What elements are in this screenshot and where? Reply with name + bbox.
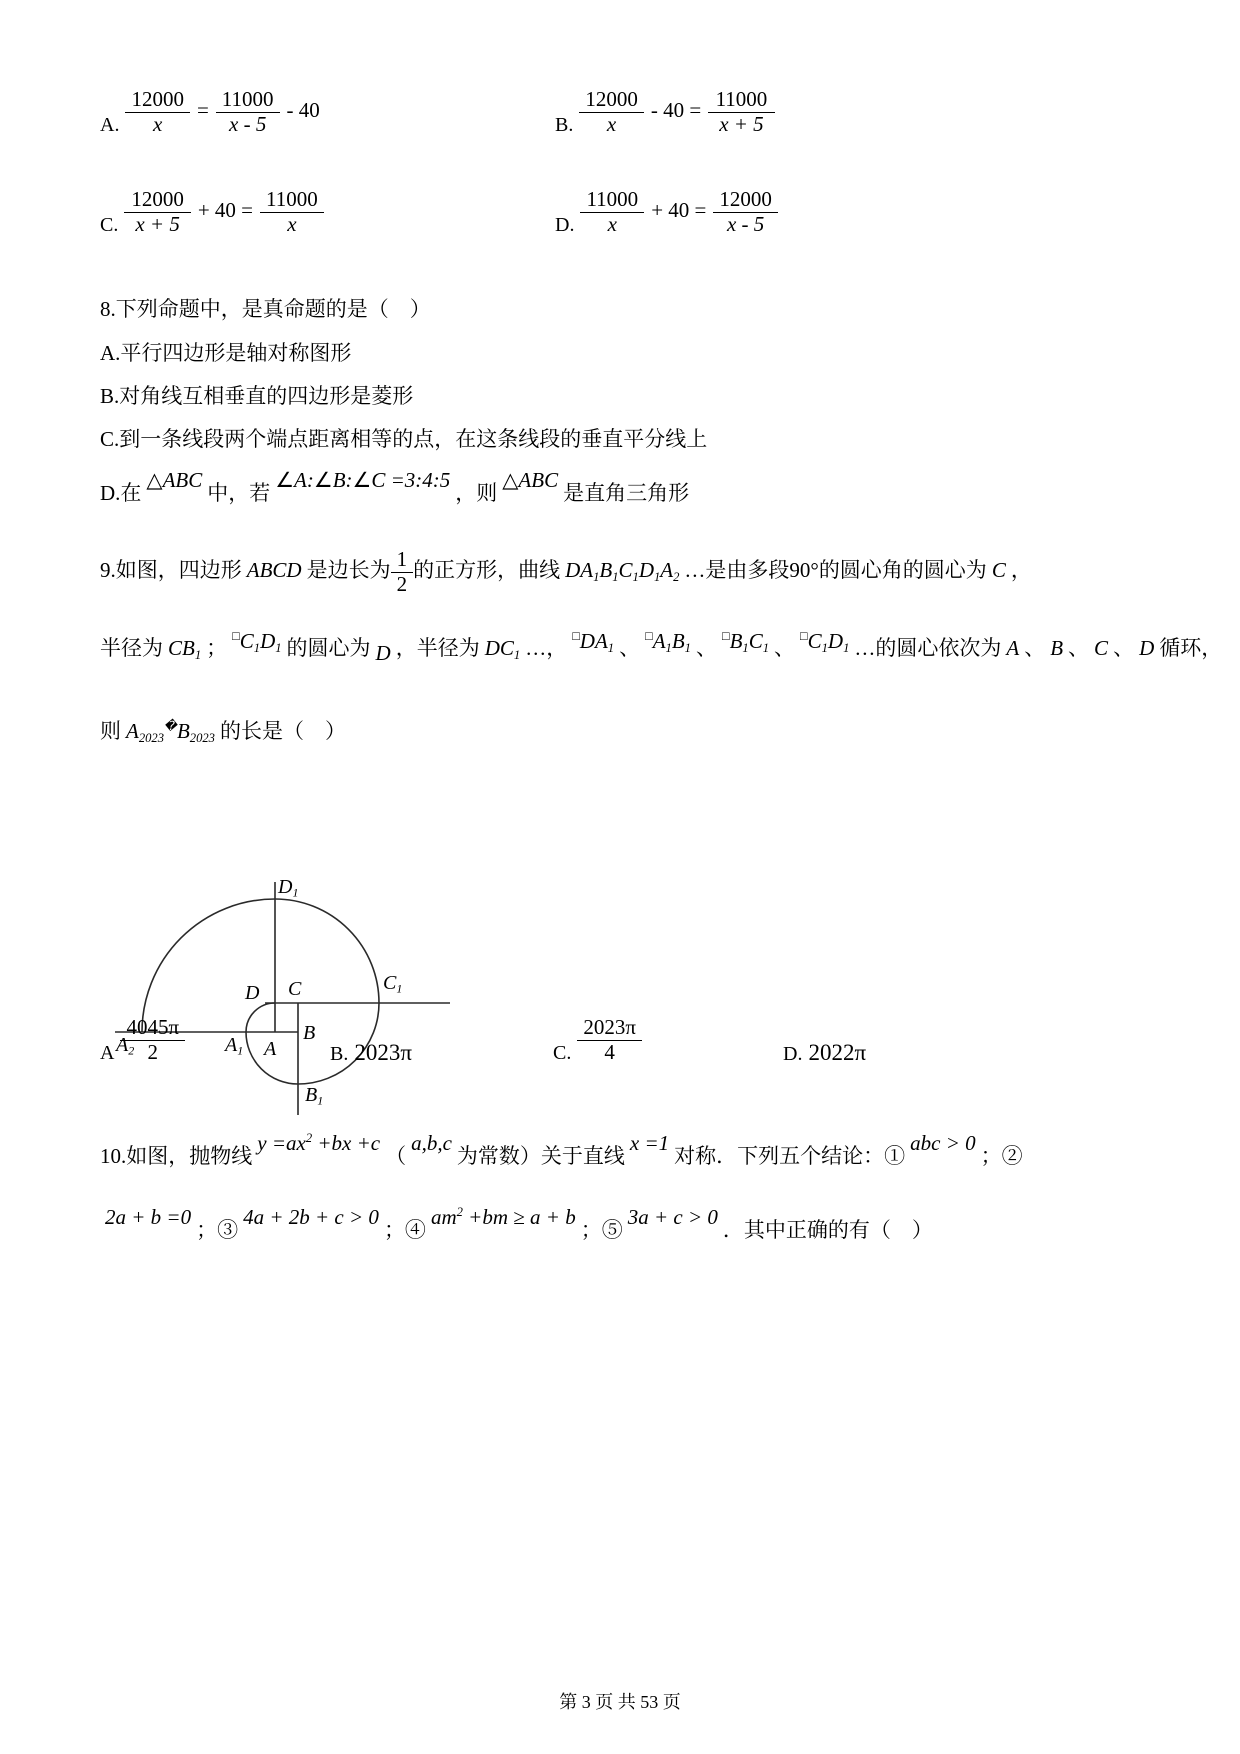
- fraction-denominator: x: [287, 211, 297, 236]
- fraction-denominator: x + 5: [135, 211, 180, 236]
- text-run: 半径为: [100, 636, 163, 660]
- text-run: 的正方形，曲线: [413, 557, 561, 582]
- math-dc1: $DC_1$: [484, 636, 521, 662]
- math-b: B: [1050, 636, 1064, 660]
- math-d: D: [375, 641, 391, 665]
- text-run: 、: [695, 636, 717, 660]
- equation-tail: - 40: [286, 97, 320, 122]
- q8-option-d: [100, 468, 690, 508]
- q7-option-d: [555, 188, 792, 236]
- option-label: A.: [100, 113, 120, 136]
- fraction-numerator: 12000: [125, 88, 190, 113]
- figure-label-a: A: [264, 1038, 277, 1060]
- option-label: B.: [555, 113, 574, 136]
- q7-option-a: [100, 88, 327, 136]
- fraction: [124, 188, 191, 236]
- text-run: ，: [1010, 557, 1032, 582]
- option-label: C.: [100, 213, 119, 236]
- text-run: 、: [1113, 636, 1135, 660]
- q7-option-b: [555, 88, 789, 136]
- text-run: 、: [774, 636, 795, 660]
- fraction-numerator: 11000: [216, 88, 280, 113]
- fraction-numerator: 12000: [124, 188, 191, 213]
- fraction: [580, 188, 644, 236]
- math-d: D: [1139, 636, 1155, 660]
- fraction: [713, 188, 778, 236]
- option-label: A: [100, 1041, 115, 1064]
- q8-option-b: B.对角线互相垂直的四边形是菱形: [100, 384, 414, 408]
- fraction-numerator: 11000: [708, 88, 775, 113]
- fraction: [577, 1016, 642, 1064]
- math-a: A: [1006, 636, 1020, 660]
- fraction-denominator: x + 5: [719, 111, 764, 136]
- q9-stem-line2: [100, 628, 1223, 665]
- math-abc-constants: a,b,c: [411, 1131, 452, 1155]
- math-triangle-abc: △ABC: [146, 468, 203, 492]
- fraction-numerator: 4045π: [120, 1016, 185, 1041]
- text-run: ；⑤: [580, 1218, 623, 1242]
- fraction-denominator: x - 5: [726, 211, 765, 236]
- fraction-denominator: 2: [147, 1039, 158, 1064]
- q8-stem: 8.下列命题中，是真命题的是（ ）: [100, 297, 431, 321]
- q9-option-c: [553, 1016, 642, 1064]
- text-run: …是由多段: [684, 557, 790, 582]
- fraction-denominator: x: [153, 111, 163, 136]
- math-arc-da1: $^□DA_1$: [572, 628, 615, 655]
- option-value: 2023π: [354, 1040, 412, 1065]
- math-cb1: $CB_1$: [168, 636, 202, 662]
- text-run: …的圆心依次为: [854, 636, 1002, 660]
- q8-option-c: C.到一条线段两个端点距离相等的点，在这条线段的垂直平分线上: [100, 427, 708, 451]
- page-footer: 第 3 页 共 53 页: [559, 1692, 681, 1712]
- math-x-equals-1: x =1: [629, 1131, 670, 1155]
- math-4a-2b-c: 4a + 2b + c > 0: [243, 1205, 379, 1229]
- option-label: B.: [330, 1043, 349, 1065]
- q10-stem-line1: [100, 1130, 1023, 1171]
- text-run: D.在: [100, 481, 142, 505]
- text-run: 是直角三角形: [563, 481, 690, 505]
- math-3a-plus-c: 3a + c > 0: [627, 1205, 718, 1229]
- fraction-numerator: 2023π: [577, 1016, 642, 1041]
- q9-option-b: [330, 1038, 412, 1069]
- spiral-arcs-drawing: [92, 785, 472, 1130]
- fraction-denominator: x: [607, 211, 617, 236]
- figure-label-d1: $D_1$: [278, 876, 299, 900]
- text-run: ．其中正确的有（ ）: [722, 1218, 933, 1242]
- fraction-denominator: 4: [604, 1039, 615, 1064]
- figure-label-a2: $A_2$: [116, 1034, 135, 1058]
- text-run: 的长是（ ）: [219, 719, 346, 743]
- fraction-numerator: 11000: [260, 188, 324, 213]
- fraction: [120, 1016, 185, 1064]
- q9-figure: [92, 785, 472, 1130]
- q7-option-c: [100, 188, 338, 236]
- text-run: 循环，: [1159, 636, 1223, 660]
- math-c: C: [1094, 636, 1109, 660]
- figure-label-a1: $A_1$: [225, 1034, 244, 1058]
- fraction-numerator: 11000: [580, 188, 644, 213]
- text-run: 对称．下列五个结论：①: [674, 1144, 906, 1168]
- fraction: [216, 88, 280, 136]
- text-run: ；②: [980, 1144, 1023, 1168]
- math-arc-b1c1: $^□B_1C_1$: [721, 628, 769, 655]
- q10-stem-line2: [100, 1204, 933, 1245]
- math-arc-c1d1: $^□C_1D_1$: [232, 628, 282, 655]
- math-c: C: [991, 557, 1006, 582]
- fraction-numerator: 1: [391, 548, 414, 573]
- math-arc-a1b1: $^□A_1B_1$: [645, 628, 691, 655]
- option-value: 2022π: [808, 1040, 867, 1065]
- text-run: 的圆心角的圆心为: [818, 557, 987, 582]
- fraction-one-half: [391, 548, 414, 596]
- q8-option-a: A.平行四边形是轴对称图形: [100, 341, 352, 365]
- text-run: 、: [1024, 636, 1046, 660]
- text-run: 为常数）关于直线: [456, 1144, 625, 1168]
- q9-stem-line1: [100, 548, 1032, 596]
- text-run: ；: [206, 636, 228, 660]
- figure-label-c: C: [288, 978, 302, 1000]
- option-label: C.: [553, 1041, 572, 1064]
- math-abc-gt-0: abc > 0: [910, 1131, 976, 1155]
- math-90-degrees: 90°: [789, 557, 819, 582]
- equation-operator: =: [196, 97, 209, 122]
- fraction: [708, 88, 775, 136]
- text-run: ，则: [455, 481, 498, 505]
- text-run: 10.如图，抛物线: [100, 1144, 253, 1168]
- text-run: （: [385, 1144, 407, 1168]
- math-curve-sequence: $DA_1B_1C_1D_1A_2$: [565, 557, 680, 584]
- figure-label-c1: $C_1$: [383, 972, 403, 996]
- math-angle-ratio: ∠A:∠B:∠C =3:4:5: [275, 468, 451, 492]
- figure-label-b1: $B_1$: [305, 1084, 324, 1108]
- equation-operator: + 40 =: [651, 197, 707, 222]
- math-a2023-b2023: $A_{2023}^�B_{2023}$: [126, 718, 215, 745]
- math-parabola-equation: $y =ax^2 +bx +c$: [257, 1130, 381, 1155]
- text-run: 是边长为: [306, 557, 391, 582]
- fraction-numerator: 12000: [713, 188, 778, 213]
- fraction: [125, 88, 190, 136]
- text-run: 9.如图，四边形: [100, 557, 242, 582]
- text-run: …，: [525, 636, 568, 660]
- equation-operator: - 40 =: [650, 97, 702, 122]
- figure-label-d: D: [245, 982, 260, 1004]
- text-run: ，半径为: [395, 636, 480, 660]
- q9-stem-line3: [100, 716, 346, 746]
- text-run: 中，若: [207, 481, 271, 505]
- q9-option-a: [100, 1016, 185, 1064]
- math-abcd: ABCD: [246, 557, 302, 582]
- fraction-numerator: 12000: [579, 88, 644, 113]
- fraction-denominator: x: [606, 111, 617, 136]
- q9-option-d: [783, 1038, 866, 1069]
- text-run: 、: [619, 636, 641, 660]
- option-label: D.: [555, 213, 575, 236]
- option-label: D.: [783, 1043, 803, 1065]
- fraction: [579, 88, 644, 136]
- fraction: [260, 188, 324, 236]
- fraction-denominator: x - 5: [229, 111, 267, 136]
- math-am2-bm: $am^2 +bm \ge a + b$: [430, 1204, 576, 1229]
- figure-label-b: B: [303, 1022, 316, 1044]
- text-run: ；③: [196, 1218, 239, 1242]
- text-run: 的圆心为: [286, 636, 371, 660]
- text-run: 、: [1068, 636, 1090, 660]
- math-2a-plus-b: 2a + b =0: [105, 1205, 192, 1229]
- text-run: ；④: [383, 1218, 426, 1242]
- text-run: 则: [100, 719, 121, 743]
- math-arc-c1d1: $^□C_1D_1$: [800, 628, 850, 655]
- equation-operator: + 40 =: [197, 197, 254, 222]
- math-triangle-abc: △ABC: [502, 468, 559, 492]
- fraction-denominator: 2: [396, 571, 408, 596]
